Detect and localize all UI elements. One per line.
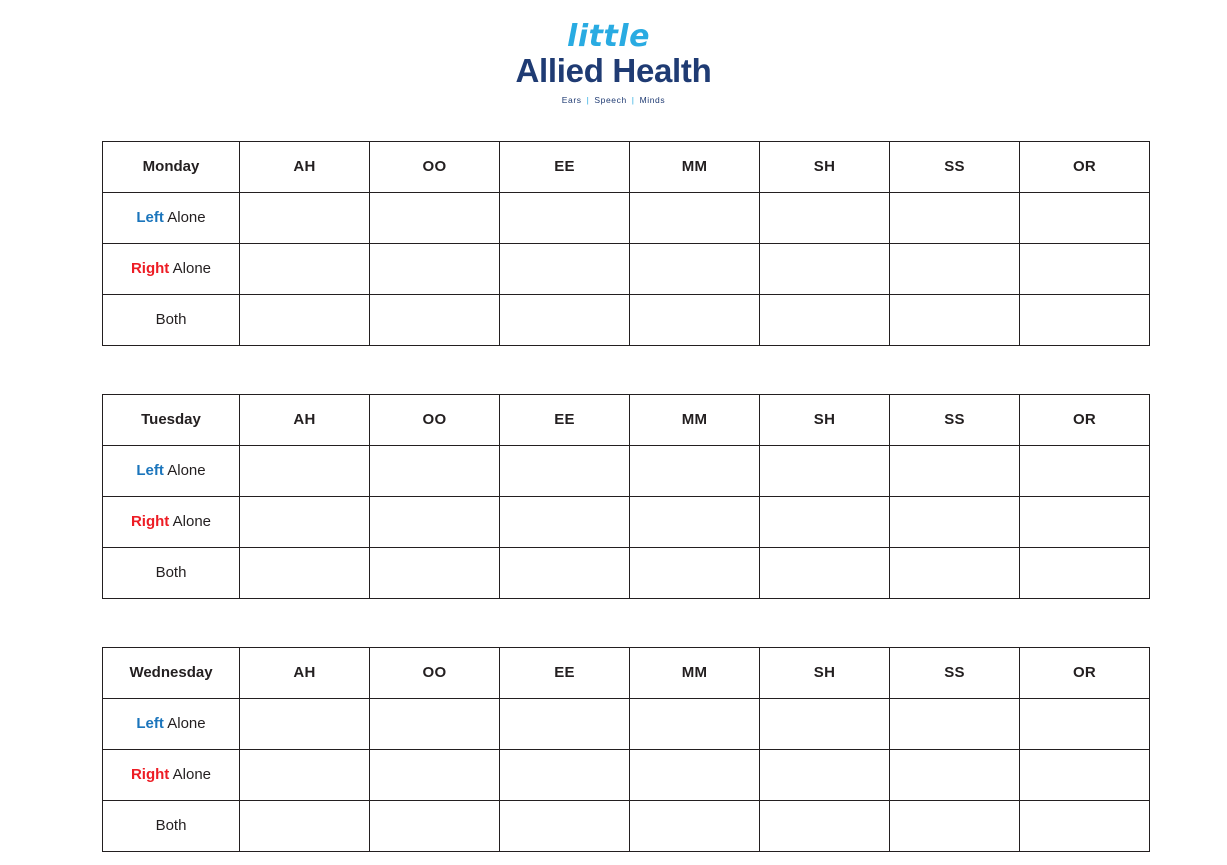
column-header-ah: AH: [240, 394, 370, 445]
grid-cell[interactable]: [890, 698, 1020, 749]
logo-little-text: little: [567, 19, 650, 54]
grid-cell[interactable]: [240, 749, 370, 800]
grid-cell[interactable]: [1020, 192, 1150, 243]
column-header-ee: EE: [500, 141, 630, 192]
grid-cell[interactable]: [1020, 749, 1150, 800]
row-label-emphasis: Right: [130, 513, 170, 531]
day-label: Wednesday: [103, 647, 240, 698]
grid-cell[interactable]: [370, 496, 500, 547]
column-header-oo: OO: [370, 141, 500, 192]
table-row: [103, 749, 1150, 800]
grid-cell[interactable]: [1020, 698, 1150, 749]
logo-tagline: [562, 95, 666, 105]
row-label-emphasis: Right: [130, 766, 170, 784]
grid-cell[interactable]: [370, 698, 500, 749]
grid-cell[interactable]: [760, 800, 890, 851]
grid-cell[interactable]: [890, 800, 1020, 851]
grid-cell[interactable]: [240, 547, 370, 598]
grid-cell[interactable]: [500, 445, 630, 496]
grid-cell[interactable]: [760, 192, 890, 243]
grid-cell[interactable]: [370, 294, 500, 345]
grid-cell[interactable]: [370, 192, 500, 243]
grid-cell[interactable]: [500, 294, 630, 345]
grid-cell[interactable]: [1020, 547, 1150, 598]
row-label-suffix: Alone: [169, 513, 212, 531]
row-label-both: [103, 547, 240, 598]
column-header-or: OR: [1020, 647, 1150, 698]
day-tables-container: [0, 141, 1227, 852]
logo-tagline-minds: Minds: [639, 94, 666, 105]
logo-tagline-speech: Speech: [594, 94, 627, 105]
row-label-suffix: Both: [155, 311, 187, 329]
column-header-ah: AH: [240, 141, 370, 192]
grid-cell[interactable]: [760, 445, 890, 496]
column-header-mm: MM: [630, 394, 760, 445]
grid-cell[interactable]: [500, 800, 630, 851]
row-label-right-alone: [103, 749, 240, 800]
column-header-or: OR: [1020, 394, 1150, 445]
grid-cell[interactable]: [760, 698, 890, 749]
table-row: [103, 445, 1150, 496]
table-row: [103, 547, 1150, 598]
grid-cell[interactable]: [240, 800, 370, 851]
grid-cell[interactable]: [370, 547, 500, 598]
row-label-suffix: Alone: [163, 209, 206, 227]
grid-cell[interactable]: [240, 496, 370, 547]
table-row: [103, 698, 1150, 749]
table-row: [103, 496, 1150, 547]
row-label-right-alone: [103, 243, 240, 294]
grid-cell[interactable]: [500, 243, 630, 294]
grid-cell[interactable]: [630, 800, 760, 851]
grid-cell[interactable]: [240, 192, 370, 243]
table-row: [103, 294, 1150, 345]
grid-cell[interactable]: [500, 698, 630, 749]
column-header-oo: OO: [370, 647, 500, 698]
column-header-sh: SH: [760, 394, 890, 445]
day-label: Tuesday: [103, 394, 240, 445]
column-header-mm: MM: [630, 647, 760, 698]
column-header-mm: MM: [630, 141, 760, 192]
grid-cell[interactable]: [630, 445, 760, 496]
grid-cell[interactable]: [630, 294, 760, 345]
row-label-left-alone: [103, 445, 240, 496]
grid-cell[interactable]: [630, 496, 760, 547]
row-label-emphasis: Left: [136, 462, 164, 480]
grid-cell[interactable]: [1020, 294, 1150, 345]
logo-main-text: Allied Health: [515, 52, 712, 89]
grid-cell[interactable]: [1020, 800, 1150, 851]
column-header-or: OR: [1020, 141, 1150, 192]
grid-cell[interactable]: [630, 749, 760, 800]
row-label-suffix: Alone: [169, 260, 212, 278]
row-label-both: [103, 294, 240, 345]
logo: [0, 0, 1227, 105]
row-label-emphasis: Left: [136, 715, 164, 733]
table-row: [103, 800, 1150, 851]
column-header-ee: EE: [500, 394, 630, 445]
column-header-ss: SS: [890, 647, 1020, 698]
table-header-row: [103, 141, 1150, 192]
column-header-ss: SS: [890, 394, 1020, 445]
grid-cell[interactable]: [500, 192, 630, 243]
logo-tagline-separator-2: |: [631, 94, 635, 105]
table-row: [103, 192, 1150, 243]
grid-cell[interactable]: [890, 294, 1020, 345]
grid-cell[interactable]: [370, 800, 500, 851]
grid-cell[interactable]: [890, 243, 1020, 294]
table-row: [103, 243, 1150, 294]
row-label-suffix: Both: [155, 817, 187, 835]
grid-cell[interactable]: [760, 496, 890, 547]
grid-cell[interactable]: [500, 749, 630, 800]
day-table-monday: [102, 141, 1150, 346]
logo-tagline-separator-1: |: [586, 94, 590, 105]
day-table-wednesday: [102, 647, 1150, 852]
grid-cell[interactable]: [1020, 496, 1150, 547]
row-label-emphasis: Right: [130, 260, 170, 278]
column-header-oo: OO: [370, 394, 500, 445]
grid-cell[interactable]: [240, 243, 370, 294]
column-header-ah: AH: [240, 647, 370, 698]
grid-cell[interactable]: [760, 547, 890, 598]
grid-cell[interactable]: [630, 243, 760, 294]
day-table-tuesday: [102, 394, 1150, 599]
grid-cell[interactable]: [240, 698, 370, 749]
grid-cell[interactable]: [760, 243, 890, 294]
grid-cell[interactable]: [760, 294, 890, 345]
day-label: Monday: [103, 141, 240, 192]
column-header-sh: SH: [760, 647, 890, 698]
table-header-row: [103, 647, 1150, 698]
row-label-left-alone: [103, 192, 240, 243]
grid-cell[interactable]: [890, 192, 1020, 243]
row-label-emphasis: Left: [136, 209, 164, 227]
grid-cell[interactable]: [240, 445, 370, 496]
grid-cell[interactable]: [760, 749, 890, 800]
column-header-ss: SS: [890, 141, 1020, 192]
grid-cell[interactable]: [630, 192, 760, 243]
row-label-suffix: Both: [155, 564, 187, 582]
column-header-sh: SH: [760, 141, 890, 192]
grid-cell[interactable]: [370, 445, 500, 496]
grid-cell[interactable]: [1020, 243, 1150, 294]
row-label-both: [103, 800, 240, 851]
grid-cell[interactable]: [1020, 445, 1150, 496]
row-label-left-alone: [103, 698, 240, 749]
grid-cell[interactable]: [890, 445, 1020, 496]
grid-cell[interactable]: [500, 547, 630, 598]
logo-tagline-ears: Ears: [561, 94, 582, 105]
row-label-suffix: Alone: [163, 715, 206, 733]
grid-cell[interactable]: [890, 749, 1020, 800]
grid-cell[interactable]: [370, 243, 500, 294]
grid-cell[interactable]: [630, 547, 760, 598]
grid-cell[interactable]: [630, 698, 760, 749]
grid-cell[interactable]: [370, 749, 500, 800]
grid-cell[interactable]: [240, 294, 370, 345]
row-label-suffix: Alone: [163, 462, 206, 480]
grid-cell[interactable]: [500, 496, 630, 547]
grid-cell[interactable]: [890, 547, 1020, 598]
column-header-ee: EE: [500, 647, 630, 698]
grid-cell[interactable]: [890, 496, 1020, 547]
table-header-row: [103, 394, 1150, 445]
row-label-suffix: Alone: [169, 766, 212, 784]
row-label-right-alone: [103, 496, 240, 547]
